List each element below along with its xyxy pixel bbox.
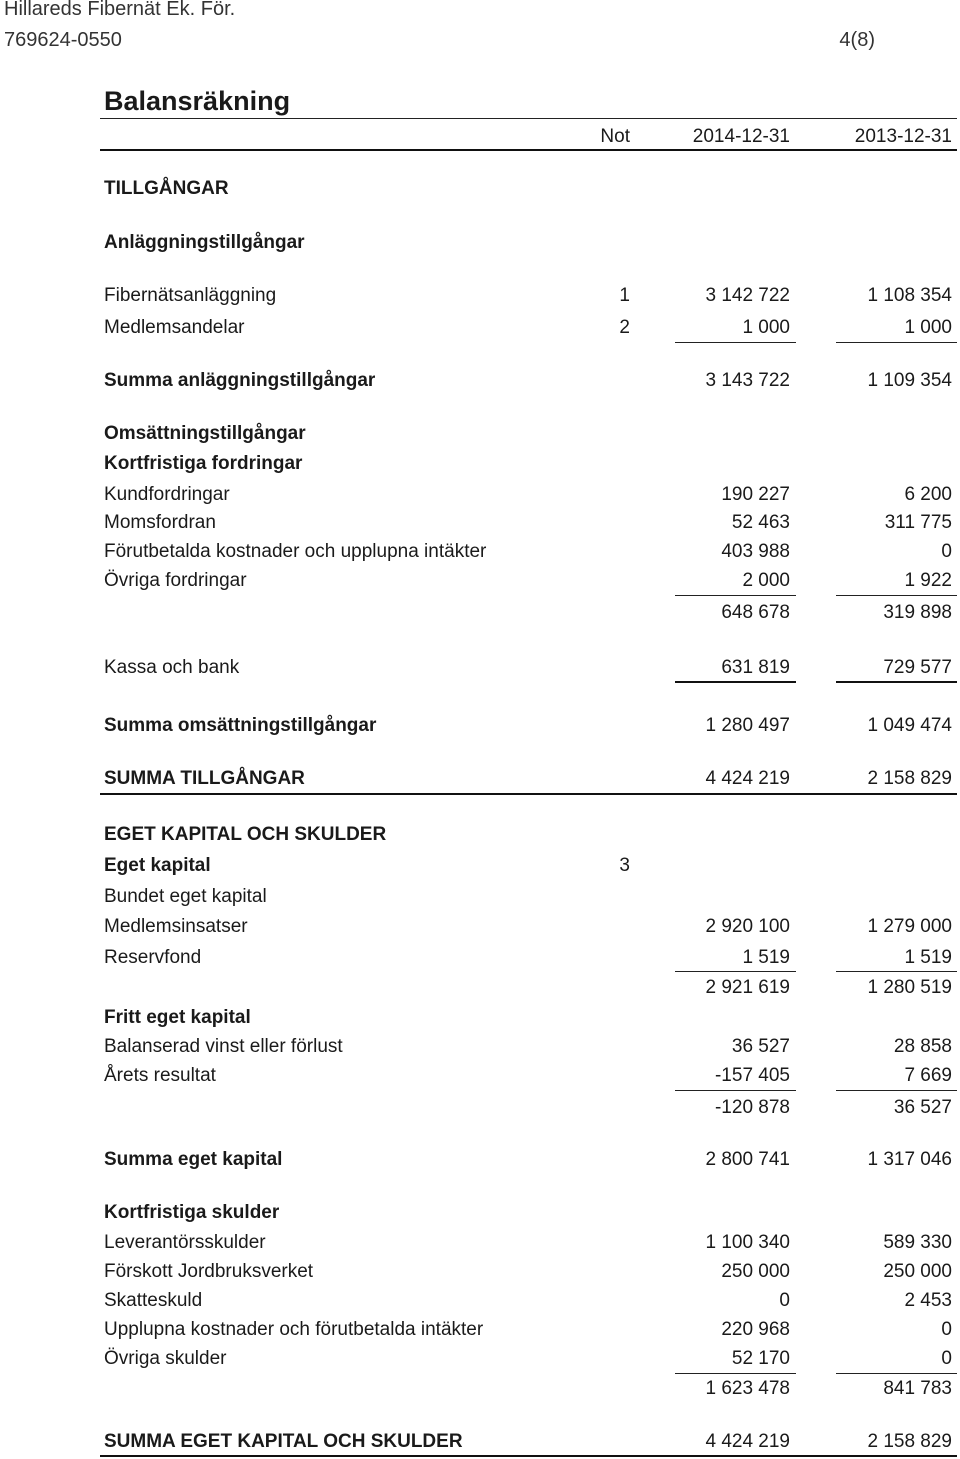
row-label: Medlemsandelar	[104, 317, 245, 338]
row-previous: 589 330	[883, 1232, 952, 1253]
row-previous: 1 049 474	[867, 715, 952, 736]
row-current: 220 968	[721, 1319, 790, 1340]
row-label: Förskott Jordbruksverket	[104, 1261, 314, 1282]
receivables-heading: Kortfristiga fordringar	[104, 453, 303, 474]
row-previous: 2 453	[904, 1290, 952, 1311]
header-rule	[100, 149, 957, 151]
row-previous: 0	[941, 1348, 952, 1369]
row-label: Leverantörsskulder	[104, 1232, 266, 1253]
row-current: 3 142 722	[705, 285, 790, 306]
row-current: 1 000	[742, 317, 790, 338]
row-previous: 0	[941, 1319, 952, 1340]
row-previous: 319 898	[883, 602, 952, 623]
row-current: 2 921 619	[705, 977, 790, 998]
column-header-current-year: 2014-12-31	[692, 126, 790, 147]
row-label: Summa eget kapital	[104, 1149, 283, 1170]
underline	[836, 342, 957, 343]
row-current: -157 405	[714, 1065, 790, 1086]
row-previous: 2 158 829	[867, 1431, 952, 1452]
row-label: SUMMA TILLGÅNGAR	[104, 768, 305, 789]
underline	[675, 595, 796, 596]
row-previous: 1 317 046	[867, 1149, 952, 1170]
row-previous: 841 783	[883, 1378, 952, 1399]
row-label: Upplupna kostnader och förutbetalda intäkter	[104, 1319, 484, 1340]
underline	[836, 971, 957, 972]
title-rule	[100, 118, 957, 119]
row-label: Årets resultat	[104, 1065, 216, 1086]
underline	[675, 1373, 796, 1374]
liabilities-heading: Kortfristiga skulder	[104, 1202, 280, 1223]
row-label: Momsfordran	[104, 512, 216, 533]
row-label: Kundfordringar	[104, 484, 230, 505]
row-current: 250 000	[721, 1261, 790, 1282]
row-previous: 311 775	[884, 512, 952, 533]
row-label: SUMMA EGET KAPITAL OCH SKULDER	[104, 1431, 463, 1452]
row-current: 3 143 722	[705, 370, 790, 391]
row-label: Kassa och bank	[104, 657, 240, 678]
row-label: Skatteskuld	[104, 1290, 203, 1311]
row-label: Övriga skulder	[104, 1348, 227, 1369]
row-label: Medlemsinsatser	[104, 916, 248, 937]
row-previous: 1 000	[904, 317, 952, 338]
current-assets-heading: Omsättningstillgångar	[104, 423, 306, 444]
row-current: 4 424 219	[705, 768, 790, 789]
row-label: Summa omsättningstillgångar	[104, 715, 377, 736]
row-previous: 1 279 000	[867, 916, 952, 937]
row-previous: 1 109 354	[867, 370, 952, 391]
row-previous: 28 858	[893, 1036, 952, 1057]
page-title: Balansräkning	[104, 86, 291, 116]
row-current: 631 819	[721, 657, 790, 678]
row-current: 1 280 497	[705, 715, 790, 736]
row-label: Reservfond	[104, 947, 202, 968]
row-current: 0	[779, 1290, 790, 1311]
row-note: 1	[619, 285, 630, 306]
row-current: 2 800 741	[705, 1149, 790, 1170]
organization-name: Hillareds Fibernät Ek. För.	[4, 0, 236, 20]
equity-liabilities-heading: EGET KAPITAL OCH SKULDER	[104, 824, 387, 845]
row-note: 2	[619, 317, 630, 338]
underline	[836, 595, 957, 596]
underline	[675, 342, 796, 343]
row-current: 1 519	[742, 947, 790, 968]
row-current: 403 988	[721, 541, 790, 562]
column-header-previous-year: 2013-12-31	[854, 126, 952, 147]
row-previous: 2 158 829	[867, 768, 952, 789]
equity-heading: Eget kapital	[104, 855, 211, 876]
row-previous: 36 527	[893, 1097, 952, 1118]
row-current: 648 678	[721, 602, 790, 623]
row-label: Summa anläggningstillgångar	[104, 370, 376, 391]
row-previous: 250 000	[883, 1261, 952, 1282]
row-previous: 6 200	[904, 484, 952, 505]
row-current: 36 527	[731, 1036, 790, 1057]
row-previous: 1 922	[904, 570, 952, 591]
fixed-assets-heading: Anläggningstillgångar	[104, 232, 305, 253]
assets-heading: TILLGÅNGAR	[104, 178, 229, 199]
row-previous: 1 280 519	[867, 977, 952, 998]
row-current: 2 000	[742, 570, 790, 591]
organization-number: 769624-0550	[4, 29, 122, 51]
row-previous: 1 108 354	[867, 285, 952, 306]
underline	[836, 1090, 957, 1091]
row-current: 52 463	[731, 512, 790, 533]
row-current: 4 424 219	[705, 1431, 790, 1452]
row-label: Fibernätsanläggning	[104, 285, 277, 306]
row-previous: 729 577	[883, 657, 952, 678]
column-header-note: Not	[600, 126, 630, 147]
row-current: 1 623 478	[705, 1378, 790, 1399]
row-current: 190 227	[721, 484, 790, 505]
row-current: -120 878	[714, 1097, 790, 1118]
row-label: Förutbetalda kostnader och upplupna intäkter	[104, 541, 487, 562]
underline	[675, 971, 796, 972]
row-previous: 0	[941, 541, 952, 562]
underline	[836, 681, 957, 683]
underline	[836, 1373, 957, 1374]
underline	[675, 1090, 796, 1091]
row-current: 52 170	[731, 1348, 790, 1369]
restricted-equity-heading: Bundet eget kapital	[104, 886, 267, 907]
total-rule	[100, 793, 957, 795]
underline	[675, 681, 796, 683]
row-current: 2 920 100	[705, 916, 790, 937]
row-previous: 1 519	[904, 947, 952, 968]
page-number: 4(8)	[839, 29, 875, 51]
row-current: 1 100 340	[705, 1232, 790, 1253]
total-rule	[100, 1455, 957, 1457]
free-equity-heading: Fritt eget kapital	[104, 1007, 251, 1028]
row-previous: 7 669	[904, 1065, 952, 1086]
row-label: Balanserad vinst eller förlust	[104, 1036, 343, 1057]
equity-note: 3	[619, 855, 630, 876]
row-label: Övriga fordringar	[104, 570, 247, 591]
